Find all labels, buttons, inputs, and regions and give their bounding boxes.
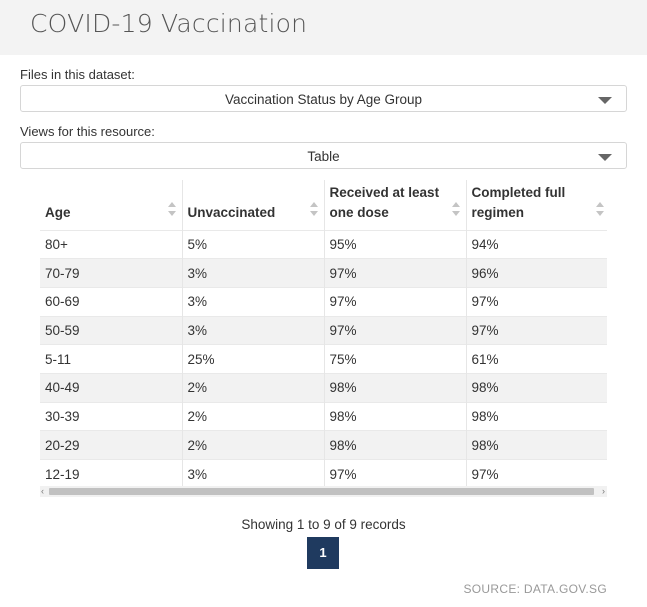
table-cell: 5-11 xyxy=(40,345,182,374)
table-cell: 96% xyxy=(466,259,607,288)
table-cell: 20-29 xyxy=(40,431,182,460)
table-cell: 2% xyxy=(182,431,324,460)
table-cell: 40-49 xyxy=(40,373,182,402)
table-row xyxy=(40,230,607,259)
column-header-label: Completed full regimen xyxy=(471,184,566,220)
sort-icon xyxy=(168,202,176,216)
table-cell: 97% xyxy=(466,287,607,316)
column-header-unvaccinated[interactable] xyxy=(182,180,324,230)
dataset-select-value: Vaccination Status by Age Group xyxy=(224,92,423,107)
table-row xyxy=(40,373,607,402)
source-attribution: SOURCE: DATA.GOV.SG xyxy=(463,582,607,596)
table-row xyxy=(40,259,607,288)
table-row xyxy=(40,316,607,345)
column-header-label: Unvaccinated xyxy=(187,204,276,220)
table-cell: 97% xyxy=(324,316,466,345)
table-cell: 97% xyxy=(324,287,466,316)
scrollbar-thumb[interactable] xyxy=(49,488,594,495)
horizontal-scrollbar[interactable] xyxy=(40,486,607,497)
sort-icon xyxy=(596,202,604,216)
views-select[interactable] xyxy=(20,142,627,169)
table-cell: 12-19 xyxy=(40,460,182,489)
chevron-down-icon xyxy=(598,97,612,104)
views-select-value: Table xyxy=(307,149,340,164)
scroll-left-icon[interactable]: ‹ xyxy=(41,486,44,496)
data-table-container xyxy=(40,180,607,497)
column-header-at-least-one-dose[interactable] xyxy=(324,180,466,230)
table-cell: 98% xyxy=(324,431,466,460)
sort-icon xyxy=(452,202,460,216)
table-cell: 2% xyxy=(182,373,324,402)
dataset-select[interactable] xyxy=(20,85,627,112)
table-cell: 98% xyxy=(324,402,466,431)
sort-icon xyxy=(310,202,318,216)
scroll-right-icon[interactable]: › xyxy=(602,486,605,496)
table-cell: 60-69 xyxy=(40,287,182,316)
table-cell: 30-39 xyxy=(40,402,182,431)
table-cell: 25% xyxy=(182,345,324,374)
table-cell: 2% xyxy=(182,402,324,431)
table-row xyxy=(40,345,607,374)
page-title: COVID-19 Vaccination xyxy=(30,9,308,38)
table-cell: 95% xyxy=(324,230,466,259)
table-cell: 94% xyxy=(466,230,607,259)
table-row xyxy=(40,402,607,431)
table-row xyxy=(40,431,607,460)
column-header-label: Age xyxy=(45,204,71,220)
table-cell: 97% xyxy=(466,460,607,489)
dataset-label: Files in this dataset: xyxy=(20,67,135,82)
table-cell: 3% xyxy=(182,460,324,489)
table-cell: 61% xyxy=(466,345,607,374)
table-cell: 98% xyxy=(466,373,607,402)
table-row xyxy=(40,287,607,316)
table-cell: 98% xyxy=(466,431,607,460)
table-cell: 98% xyxy=(466,402,607,431)
table-cell: 97% xyxy=(466,316,607,345)
page-header xyxy=(0,0,647,55)
table-cell: 80+ xyxy=(40,230,182,259)
table-cell: 3% xyxy=(182,287,324,316)
table-row xyxy=(40,460,607,489)
column-header-label: Received at least one dose xyxy=(329,184,440,220)
table-cell: 98% xyxy=(324,373,466,402)
page-button-1[interactable]: 1 xyxy=(307,537,339,569)
views-label: Views for this resource: xyxy=(20,124,155,139)
column-header-completed-full-regimen[interactable] xyxy=(466,180,607,230)
table-cell: 75% xyxy=(324,345,466,374)
table-cell: 97% xyxy=(324,259,466,288)
data-table xyxy=(40,180,607,488)
table-cell: 3% xyxy=(182,259,324,288)
table-cell: 50-59 xyxy=(40,316,182,345)
records-summary: Showing 1 to 9 of 9 records xyxy=(241,517,406,532)
column-header-age[interactable] xyxy=(40,180,182,230)
chevron-down-icon xyxy=(598,154,612,161)
table-cell: 97% xyxy=(324,460,466,489)
table-cell: 3% xyxy=(182,316,324,345)
table-cell: 70-79 xyxy=(40,259,182,288)
table-cell: 5% xyxy=(182,230,324,259)
table-header-row xyxy=(40,180,607,230)
